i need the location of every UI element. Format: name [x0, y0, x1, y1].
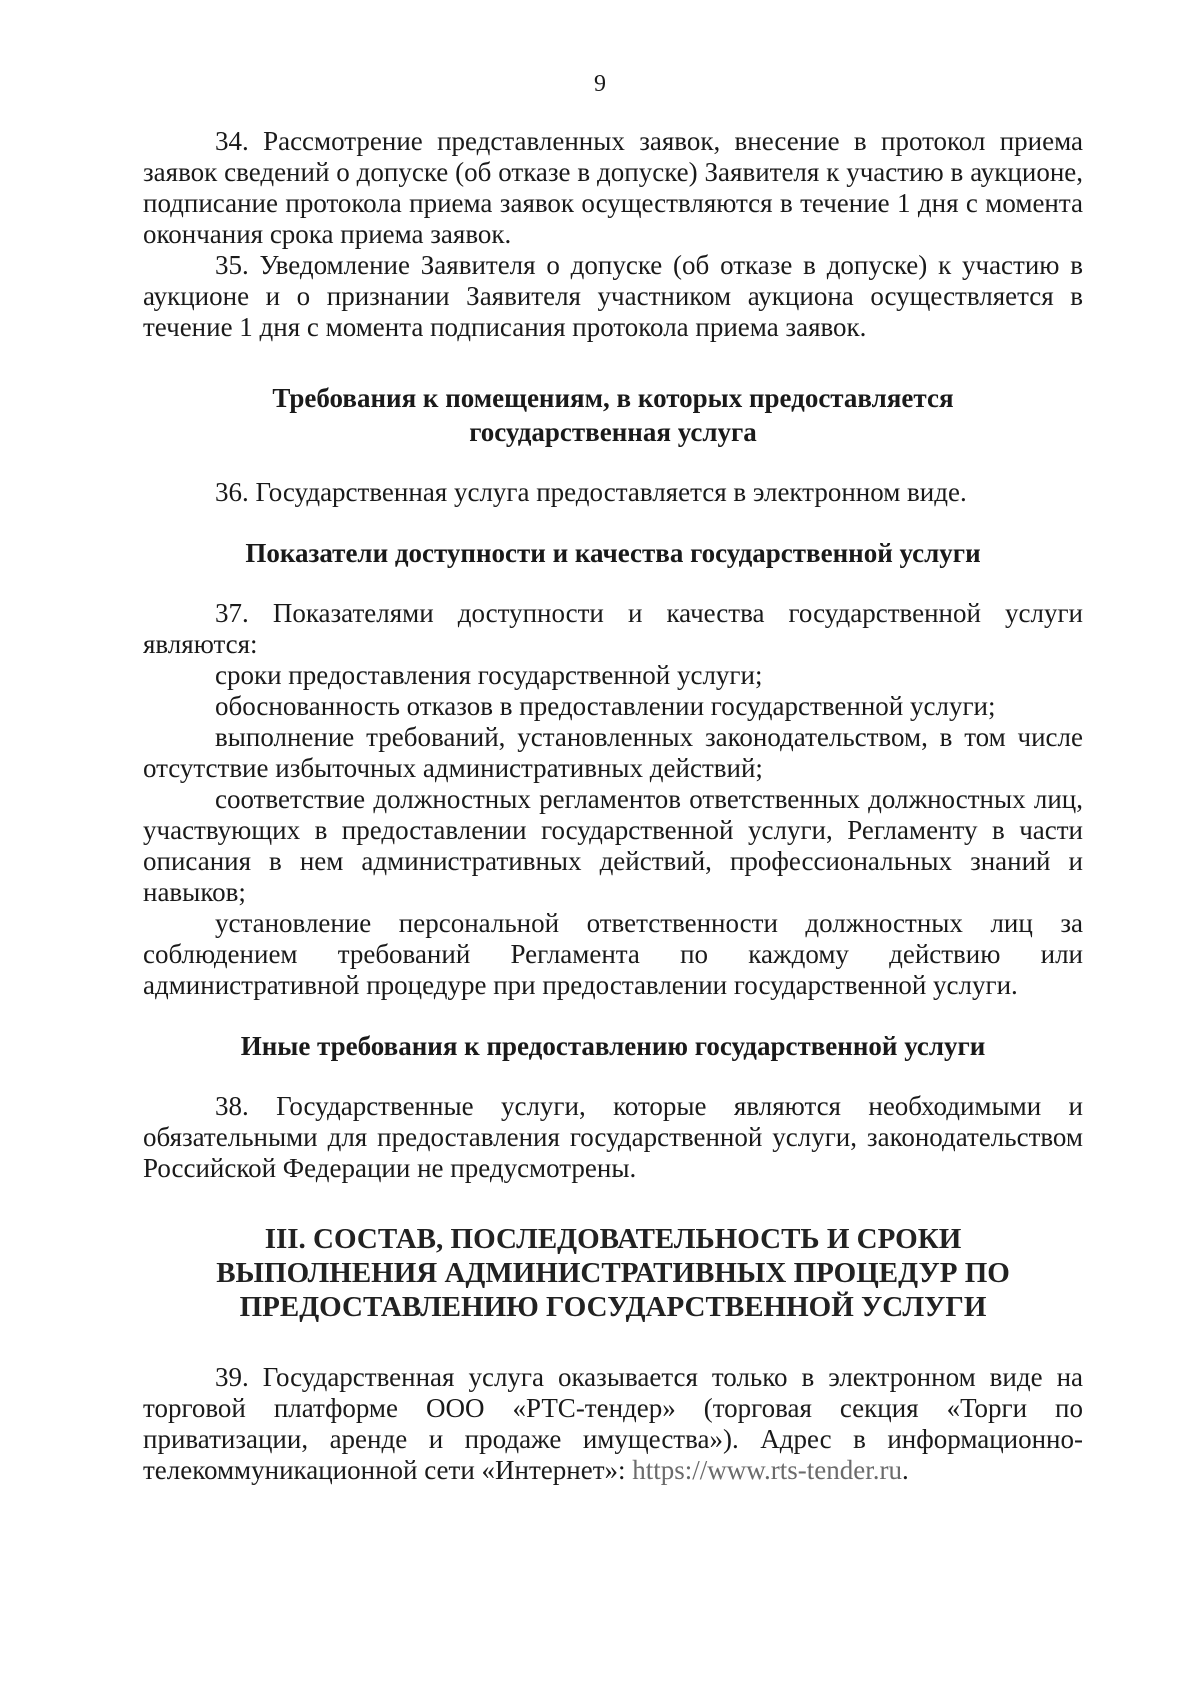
paragraph-34: 34. Рассмотрение представленных заявок, внесение в протокол приема заявок сведений о допуске (об отказе в допуске) Заявителя к участию в аукционе, подписание протокола приема заявок осуществляются в течение 1 дня с момента окончания срока приема заявок. [143, 126, 1083, 249]
paragraph-39-end: . [901, 1455, 909, 1485]
heading-indicators: Показатели доступности и качества государственной услуги [245, 538, 981, 568]
document-body [143, 126, 1083, 1486]
list-item: соответствие должностных регламентов ответственных должностных лиц, участвующих в предоставлении государственной услуги, Регламенту в части описания в нем административных действий, профессиональных знаний и навыков; [143, 784, 1083, 907]
paragraph-36: 36. Государственная услуга предоставляется в электронном виде. [215, 477, 967, 507]
list-item: установление персональной ответственности должностных лиц за соблюдением требований Регламента по каждому действию или административной процедуре при предоставлении государственной услуги. [143, 908, 1083, 1000]
paragraph-39 [143, 1362, 1083, 1486]
section-3-heading-line-3: ПРЕДОСТАВЛЕНИЮ ГОСУДАРСТВЕННОЙ УСЛУГИ [239, 1291, 987, 1323]
list-item: обоснованность отказов в предоставлении государственной услуги; [215, 691, 996, 721]
heading-premises [143, 381, 1083, 449]
section-3-heading-line-2: ВЫПОЛНЕНИЯ АДМИНИСТРАТИВНЫХ ПРОЦЕДУР ПО [216, 1257, 1010, 1289]
rts-tender-link[interactable]: https://www.rts-tender.ru [632, 1455, 902, 1485]
paragraph-38: 38. Государственные услуги, которые являются необходимыми и обязательными для предоставления государственной услуги, законодательством Российской Федерации не предусмотрены. [143, 1091, 1083, 1183]
list-item: сроки предоставления государственной услуги; [215, 660, 763, 690]
section-3-heading-line-1: III. СОСТАВ, ПОСЛЕДОВАТЕЛЬНОСТЬ И СРОКИ [264, 1223, 962, 1255]
heading-premises-line-1: Требования к помещениям, в которых предоставляется [272, 383, 954, 413]
page-number: 9 [594, 71, 606, 97]
paragraph-35: 35. Уведомление Заявителя о допуске (об отказе в допуске) к участию в аукционе и о признании Заявителя участником аукциона осуществляется в течение 1 дня с момента подписания протокола приема заявок. [143, 250, 1083, 342]
paragraph-39-text: 39. Государственная услуга оказывается только в электронном виде на торговой платформе ООО «РТС-тендер» (торговая секция «Торги по приватизации, аренде и продаже имущества»). Адрес в информационно-телекоммуникационной сети «Интернет»: [143, 1362, 1083, 1485]
paragraph-37: 37. Показателями доступности и качества государственной услуги являются: [143, 598, 1083, 659]
heading-premises-line-2: государственная услуга [469, 417, 757, 447]
section-3-heading [143, 1222, 1083, 1324]
heading-other-requirements: Иные требования к предоставлению государственной услуги [240, 1031, 986, 1061]
list-item: выполнение требований, установленных законодательством, в том числе отсутствие избыточных административных действий; [143, 722, 1083, 783]
